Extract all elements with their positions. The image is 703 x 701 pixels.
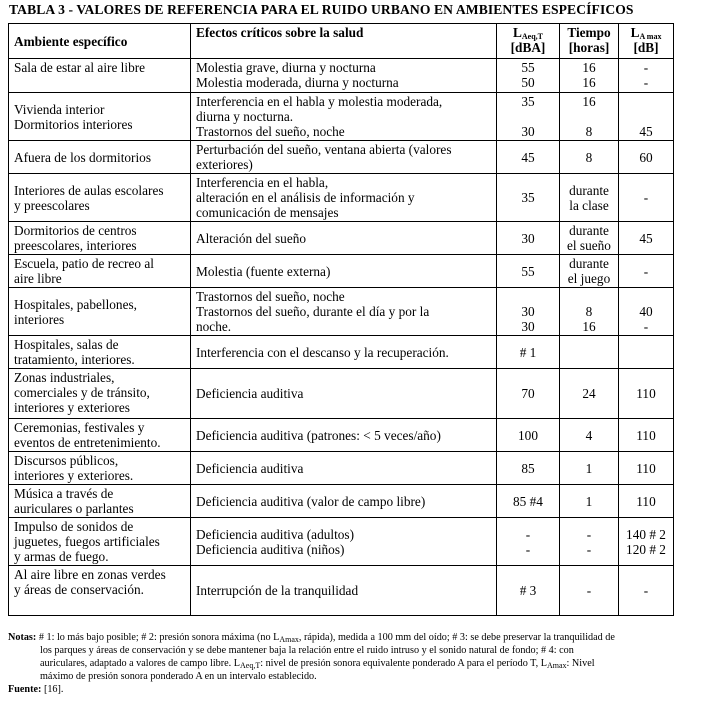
table-row — [9, 93, 674, 141]
cell-lamax-line: 140 # 2 — [626, 526, 666, 542]
table-row — [9, 59, 674, 93]
cell-ambiente-line: Dormitorios interiores — [14, 116, 133, 132]
table-row — [9, 174, 674, 222]
table-source — [8, 684, 63, 695]
cell-lamax-line: 110 — [636, 427, 656, 443]
cell-efectos-line: Interferencia en el habla y molestia moderada, — [196, 94, 443, 109]
cell-efectos — [191, 336, 497, 369]
cell-lamax — [619, 93, 674, 141]
cell-ambiente — [9, 174, 191, 222]
cell-laeq-line: # 3 — [519, 583, 537, 598]
cell-efectos — [191, 369, 497, 419]
cell-laeq-line: - — [525, 526, 531, 542]
cell-lamax-line — [624, 345, 668, 360]
cell-ambiente-line: Hospitales, pabellones, — [14, 296, 137, 312]
cell-efectos-line: Alteración del sueño — [196, 230, 307, 246]
cell-tiempo — [560, 59, 619, 93]
cell-efectos-line: Deficiencia auditiva (valor de campo libre) — [196, 493, 426, 509]
cell-ambiente-line: y armas de fuego. — [14, 549, 109, 564]
cell-lamax — [619, 452, 674, 485]
header-lamax — [619, 24, 674, 59]
cell-tiempo-line: 1 — [585, 493, 593, 509]
header-efectos: Efectos críticos sobre la salud — [191, 24, 497, 59]
cell-efectos-line: Trastornos del sueño, noche — [196, 124, 345, 139]
table-row — [9, 419, 674, 452]
cell-tiempo-line — [565, 289, 613, 304]
cell-tiempo-line: durante — [569, 256, 609, 271]
cell-laeq-line — [502, 109, 554, 124]
cell-laeq-line: 30 — [521, 124, 535, 139]
cell-ambiente — [9, 336, 191, 369]
cell-laeq — [497, 419, 560, 452]
cell-tiempo — [560, 419, 619, 452]
cell-tiempo-line: 8 — [585, 124, 593, 139]
cell-ambiente-line: Música a través de — [14, 486, 114, 501]
cell-laeq-line: 100 — [518, 427, 538, 443]
header-laeq-unit: [dBA] — [510, 40, 546, 55]
table-header-row — [9, 24, 674, 59]
cell-tiempo — [560, 369, 619, 419]
cell-ambiente-line: Vivienda interior — [14, 101, 105, 117]
cell-laeq-line: 50 — [521, 75, 535, 90]
cell-ambiente-line: auriculares o parlantes — [14, 501, 134, 516]
cell-tiempo-line: durante — [569, 182, 609, 198]
cell-laeq-line: 35 — [521, 94, 535, 109]
table-title: TABLA 3 - VALORES DE REFERENCIA PARA EL RUIDO URBANO EN AMBIENTES ESPECÍFICOS — [9, 2, 634, 17]
cell-lamax — [619, 288, 674, 336]
cell-tiempo — [560, 518, 619, 566]
cell-efectos-line: Deficiencia auditiva (niños) — [196, 541, 345, 557]
cell-efectos-line: Deficiencia auditiva (patrones: < 5 veces/año) — [196, 427, 441, 443]
cell-lamax-line: 110 — [636, 493, 656, 509]
cell-laeq-line: 35 — [521, 190, 535, 205]
cell-tiempo-line: 24 — [582, 386, 596, 401]
cell-efectos-line: comunicación de mensajes — [196, 205, 339, 220]
cell-lamax — [619, 336, 674, 369]
cell-lamax — [619, 141, 674, 174]
notes-line3-sub1: Aeq,T — [239, 661, 261, 670]
cell-lamax — [619, 255, 674, 288]
header-tiempo-unit: [horas] — [568, 40, 610, 55]
header-lamax-unit: [dB] — [633, 40, 659, 55]
cell-laeq — [497, 288, 560, 336]
cell-lamax-line: 45 — [639, 230, 653, 246]
notes-line1-b: , rápida), medida a 100 mm del oído; # 3: se debe preservar la tranquilidad de — [298, 632, 615, 643]
cell-tiempo-line: 8 — [585, 304, 593, 319]
header-laeq — [497, 24, 560, 59]
header-laeq-main: L — [513, 25, 522, 40]
cell-laeq-line: 30 — [521, 230, 535, 246]
cell-lamax-line: - — [643, 319, 649, 334]
table-row — [9, 452, 674, 485]
cell-efectos-line: alteración en el análisis de información y — [196, 190, 415, 205]
cell-laeq-line: 45 — [521, 149, 535, 165]
cell-efectos — [191, 452, 497, 485]
cell-tiempo — [560, 174, 619, 222]
cell-lamax — [619, 369, 674, 419]
cell-lamax — [619, 59, 674, 93]
cell-efectos — [191, 174, 497, 222]
cell-ambiente — [9, 419, 191, 452]
cell-laeq — [497, 336, 560, 369]
cell-tiempo — [560, 141, 619, 174]
cell-lamax-line: - — [643, 75, 649, 90]
notes-line3-a: auriculares, adaptado a valores de campo libre. L — [40, 658, 240, 669]
source-text: [16]. — [41, 684, 64, 695]
cell-ambiente — [9, 485, 191, 518]
cell-laeq — [497, 93, 560, 141]
cell-tiempo-line: el sueño — [567, 238, 611, 253]
cell-tiempo-line: 8 — [585, 149, 593, 165]
cell-tiempo-line: 16 — [582, 319, 596, 334]
cell-lamax-line: 110 — [636, 386, 656, 401]
cell-ambiente-line: juguetes, fuegos artificiales — [14, 534, 160, 549]
cell-efectos — [191, 141, 497, 174]
table-row — [9, 369, 674, 419]
cell-tiempo — [560, 93, 619, 141]
cell-tiempo-line: 1 — [585, 460, 593, 476]
table-row — [9, 518, 674, 566]
cell-efectos — [191, 93, 497, 141]
table-row — [9, 566, 674, 616]
cell-lamax-line — [624, 109, 668, 124]
source-label: Fuente: — [8, 684, 42, 695]
cell-lamax-line: 120 # 2 — [626, 541, 666, 557]
cell-laeq-line: 55 — [521, 263, 535, 279]
cell-laeq — [497, 566, 560, 616]
cell-tiempo — [560, 452, 619, 485]
cell-laeq-line: 85 — [521, 460, 535, 476]
cell-laeq-line: 70 — [521, 386, 535, 401]
cell-ambiente — [9, 369, 191, 419]
cell-ambiente-line: eventos de entretenimiento. — [14, 435, 161, 450]
cell-tiempo-line: 16 — [582, 94, 596, 109]
cell-lamax-line: 110 — [636, 460, 656, 476]
reference-values-table — [8, 23, 674, 616]
cell-laeq-line: 30 — [521, 319, 535, 334]
notes-line1-sub: Amax — [279, 635, 299, 644]
cell-lamax-line: - — [643, 263, 649, 279]
cell-laeq — [497, 369, 560, 419]
table-row — [9, 485, 674, 518]
cell-lamax-line — [624, 94, 668, 109]
header-tiempo-label: Tiempo — [567, 25, 611, 40]
header-lamax-sub: A max — [639, 32, 662, 41]
cell-ambiente-line: Escuela, patio de recreo al — [14, 256, 154, 271]
cell-laeq-line: 85 #4 — [513, 493, 543, 509]
cell-lamax-line — [624, 289, 668, 304]
notes-label: Notas: — [8, 632, 37, 643]
cell-efectos — [191, 419, 497, 452]
cell-tiempo-line: 16 — [582, 75, 596, 90]
cell-laeq — [497, 222, 560, 255]
table-notes — [8, 631, 694, 683]
notes-line3-sub2: Amax — [546, 661, 567, 670]
cell-efectos — [191, 59, 497, 93]
cell-lamax — [619, 222, 674, 255]
cell-tiempo-line: la clase — [569, 197, 609, 213]
cell-laeq-line — [502, 289, 554, 304]
cell-efectos-line: Molestia moderada, diurna y nocturna — [196, 75, 399, 90]
cell-efectos-line: Interrupción de la tranquilidad — [196, 583, 359, 598]
cell-efectos-line: Deficiencia auditiva (adultos) — [196, 526, 355, 542]
header-lamax-main: L — [630, 25, 640, 40]
cell-ambiente-line: Dormitorios de centros — [14, 223, 137, 238]
cell-efectos-line: noche. — [196, 319, 232, 334]
cell-lamax-line: 45 — [639, 124, 653, 139]
cell-efectos-line: Molestia grave, diurna y nocturna — [196, 60, 376, 75]
table-row — [9, 222, 674, 255]
cell-tiempo-line — [565, 345, 613, 360]
cell-ambiente — [9, 255, 191, 288]
cell-tiempo-line — [565, 109, 613, 124]
cell-laeq — [497, 452, 560, 485]
cell-lamax — [619, 485, 674, 518]
cell-tiempo — [560, 566, 619, 616]
cell-efectos — [191, 518, 497, 566]
cell-laeq-line: # 1 — [519, 344, 537, 360]
cell-efectos-line: Molestia (fuente externa) — [196, 263, 331, 279]
cell-ambiente-line: interiores y exteriores — [14, 400, 130, 415]
cell-ambiente-line: preescolares, interiores — [14, 238, 137, 253]
cell-tiempo — [560, 288, 619, 336]
table-row — [9, 336, 674, 369]
cell-ambiente-line: y áreas de conservación. — [14, 582, 144, 597]
notes-line3 — [8, 657, 694, 670]
cell-lamax — [619, 518, 674, 566]
cell-efectos-line: Interferencia con el descanso y la recuperación. — [196, 344, 449, 360]
cell-lamax — [619, 419, 674, 452]
cell-tiempo-line: - — [586, 541, 592, 557]
cell-efectos-line: Perturbación del sueño, ventana abierta (valores — [196, 142, 452, 157]
cell-lamax — [619, 174, 674, 222]
cell-ambiente-line: y preescolares — [14, 197, 90, 213]
cell-tiempo — [560, 485, 619, 518]
cell-laeq — [497, 485, 560, 518]
cell-efectos-line: diurna y nocturna. — [196, 109, 294, 124]
cell-laeq — [497, 59, 560, 93]
cell-ambiente-line: comerciales y de tránsito, — [14, 385, 150, 400]
cell-laeq — [497, 141, 560, 174]
cell-efectos — [191, 222, 497, 255]
header-ambiente: Ambiente específico — [9, 24, 191, 59]
cell-ambiente-line: Discursos públicos, — [14, 453, 119, 468]
notes-line2: los parques y áreas de conservación y se debe mantener baja la relación entre el ruido intruso y el sonido natural de fondo; # 4: con — [40, 645, 574, 656]
cell-ambiente-line: aire libre — [14, 271, 62, 286]
table-row — [9, 288, 674, 336]
cell-tiempo — [560, 222, 619, 255]
cell-tiempo — [560, 255, 619, 288]
cell-ambiente-line: Hospitales, salas de — [14, 337, 119, 352]
cell-lamax — [619, 566, 674, 616]
cell-laeq-line: - — [525, 541, 531, 557]
cell-ambiente-line: Interiores de aulas escolares — [14, 182, 164, 198]
cell-laeq — [497, 255, 560, 288]
cell-ambiente-line: interiores y exteriores. — [14, 468, 134, 483]
notes-line3-b: : nivel de presión sonora equivalente ponderado A para el período T, L — [260, 658, 547, 669]
cell-tiempo-line: - — [586, 526, 592, 542]
cell-lamax-line: - — [643, 190, 649, 205]
notes-line3-c: : Nivel — [566, 658, 595, 669]
cell-ambiente-line: Sala de estar al aire libre — [14, 60, 146, 75]
cell-ambiente — [9, 288, 191, 336]
cell-ambiente-line: interiores — [14, 311, 65, 327]
cell-laeq-line: 30 — [521, 304, 535, 319]
cell-lamax-line: 40 — [639, 304, 653, 319]
cell-tiempo-line: el juego — [567, 271, 611, 286]
cell-efectos-line: exteriores) — [196, 157, 253, 172]
cell-ambiente — [9, 452, 191, 485]
cell-tiempo-line: 16 — [582, 60, 596, 75]
cell-ambiente — [9, 59, 191, 93]
cell-lamax-line: - — [643, 60, 649, 75]
cell-efectos-line: Trastornos del sueño, noche — [196, 289, 345, 304]
cell-ambiente-line: Impulso de sonidos de — [14, 519, 134, 534]
cell-efectos — [191, 566, 497, 616]
cell-efectos-line: Interferencia en el habla, — [196, 175, 329, 190]
cell-ambiente-line: Afuera de los dormitorios — [14, 149, 152, 165]
cell-efectos-line: Deficiencia auditiva — [196, 460, 304, 476]
notes-line4: máximo de presión sonora ponderado A en un intervalo establecido. — [40, 671, 317, 682]
table-row — [9, 141, 674, 174]
cell-ambiente-line: tratamiento, interiores. — [14, 352, 135, 367]
cell-ambiente-line: Al aire libre en zonas verdes — [14, 567, 166, 582]
cell-lamax-line: 60 — [639, 149, 653, 165]
table-row — [9, 255, 674, 288]
cell-tiempo — [560, 336, 619, 369]
cell-tiempo-line: - — [586, 583, 592, 598]
cell-lamax-line: - — [643, 583, 649, 598]
cell-ambiente — [9, 518, 191, 566]
cell-ambiente — [9, 566, 191, 616]
cell-laeq — [497, 174, 560, 222]
cell-efectos — [191, 255, 497, 288]
notes-line1: # 1: lo más bajo posible; # 2: presión sonora máxima (no L — [38, 632, 280, 643]
header-tiempo — [560, 24, 619, 59]
header-laeq-sub: Aeq,T — [521, 32, 543, 41]
cell-laeq-line: 55 — [521, 60, 535, 75]
cell-efectos — [191, 288, 497, 336]
cell-efectos-line: Deficiencia auditiva — [196, 386, 304, 401]
cell-ambiente — [9, 222, 191, 255]
cell-ambiente-line: Zonas industriales, — [14, 370, 115, 385]
cell-ambiente — [9, 93, 191, 141]
cell-ambiente-line: Ceremonias, festivales y — [14, 420, 145, 435]
cell-efectos-line: Trastornos del sueño, durante el día y por la — [196, 304, 430, 319]
cell-tiempo-line: durante — [569, 223, 609, 238]
cell-tiempo-line: 4 — [585, 427, 593, 443]
cell-laeq — [497, 518, 560, 566]
cell-ambiente — [9, 141, 191, 174]
cell-efectos — [191, 485, 497, 518]
